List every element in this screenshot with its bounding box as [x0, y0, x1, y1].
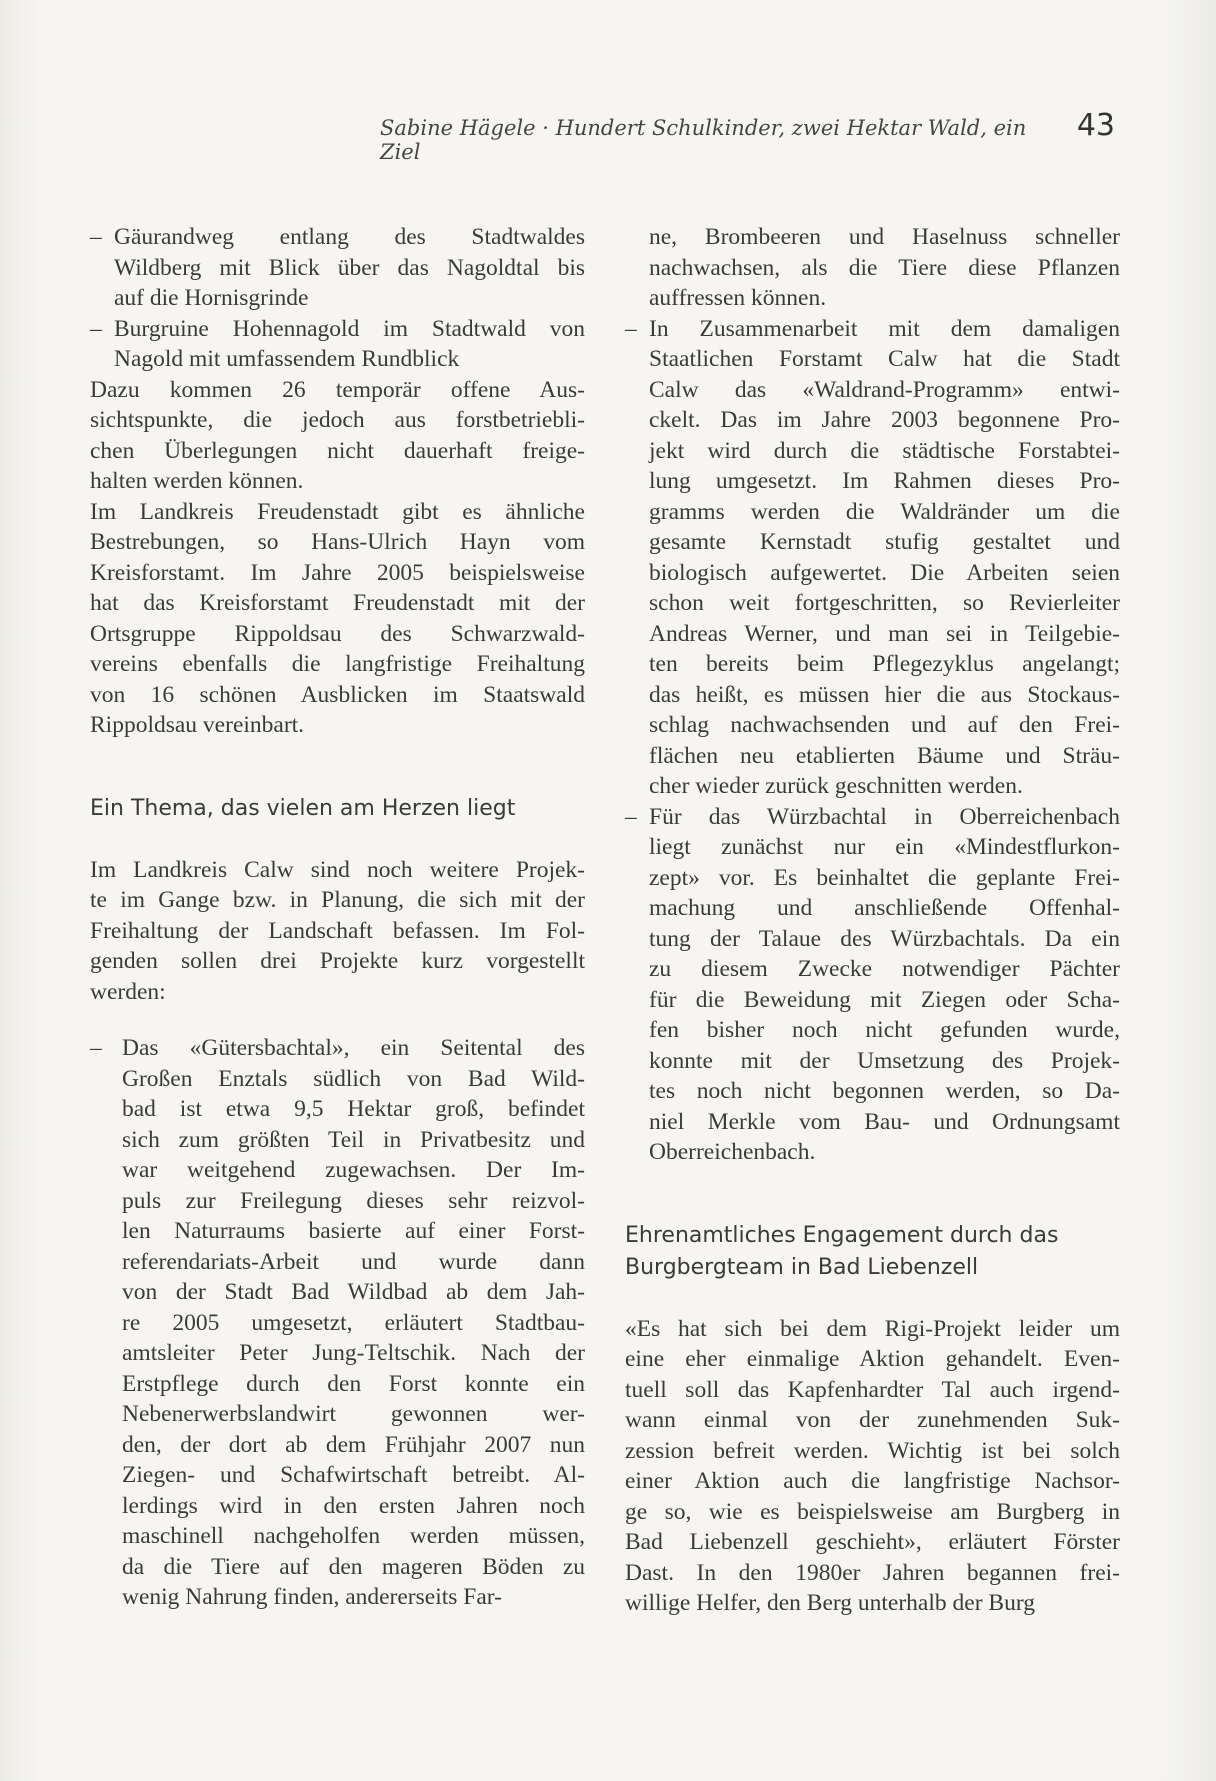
text-line: puls zur Freilegung dieses sehr reizvol- — [122, 1187, 585, 1214]
text-line: tes noch nicht begonnen werden, so Da- — [649, 1078, 1120, 1104]
text-line: halten werden können. — [90, 468, 304, 494]
text-line: sich zum größten Teil in Privatbesitz und — [122, 1126, 585, 1153]
text-line: flächen neu etablierten Bäume und Sträu- — [649, 742, 1120, 769]
text-line: von 16 schönen Ausblicken im Staatswald — [90, 681, 585, 708]
text-line: Im Landkreis Freudenstadt gibt es ähnliche — [90, 498, 585, 525]
text-line: ne, Brombeeren und Haselnuss schneller — [649, 224, 1120, 250]
text-line: vereins ebenfalls die langfristige Freihaltung — [90, 651, 585, 677]
text-line: zept» vor. Es beinhaltet die geplante Frei- — [649, 864, 1120, 891]
list-item — [90, 314, 585, 375]
text-line: tung der Talaue des Würzbachtals. Da ein — [649, 925, 1120, 952]
paragraph — [90, 855, 585, 1008]
text-line: Ziegen- und Schafwirtschaft betreibt. Al- — [122, 1462, 585, 1488]
text-line: te im Gange bzw. in Planung, die sich mit der — [90, 887, 585, 913]
text-line: Großen Enztals südlich von Bad Wild- — [122, 1065, 585, 1092]
text-line: maschinell nachgeholfen werden müssen, — [122, 1523, 585, 1549]
text-line: Ortsgruppe Rippoldsau des Schwarzwald- — [90, 620, 585, 647]
right-column — [625, 222, 1120, 1619]
text-line: Oberreichenbach. — [649, 1139, 816, 1165]
text-line: von der Stadt Bad Wildbad ab dem Jah- — [122, 1279, 585, 1305]
text-line: wann einmal von der zunehmenden Suk- — [625, 1407, 1120, 1433]
text-line: werden: — [90, 978, 166, 1005]
list-item — [625, 802, 1120, 1168]
list-item — [90, 222, 585, 314]
list-item-text — [114, 314, 585, 375]
text-line: willige Helfer, den Berg unterhalb der Burg — [625, 1590, 1035, 1616]
text-line: wenig Nahrung finden, andererseits Far- — [122, 1584, 502, 1610]
text-line: das heißt, es müssen hier die aus Stockaus- — [649, 681, 1120, 708]
text-line: Burgbergteam in Bad Liebenzell — [625, 1254, 979, 1280]
list-item-continuation — [625, 222, 1120, 314]
text-line: Erstpflege durch den Forst konnte ein — [122, 1370, 585, 1397]
text-line: Calw das «Waldrand-Programm» entwi- — [649, 376, 1120, 403]
text-line: len Naturraums basierte auf einer Forst- — [122, 1218, 585, 1244]
text-line: gesamte Kernstadt stufig gestaltet und — [649, 529, 1120, 555]
page-number: 43 — [1076, 108, 1115, 143]
text-line: liegt zunächst nur ein «Mindestflurkon- — [649, 834, 1120, 860]
text-line: nachwachsen, als die Tiere diese Pflanzen — [649, 254, 1120, 281]
text-line: hat das Kreisforstamt Freudenstadt mit der — [90, 590, 585, 616]
dash-marker: – — [90, 315, 102, 342]
text-line: cher wieder zurück geschnitten werden. — [649, 773, 1023, 799]
text-line: lung umgesetzt. Im Rahmen dieses Pro- — [649, 468, 1120, 494]
text-line: referendariats-Arbeit und wurde dann — [122, 1248, 585, 1275]
left-column — [90, 222, 585, 1613]
paragraph — [625, 1314, 1120, 1619]
text-line: Für das Würzbachtal in Oberreichenbach — [649, 803, 1120, 830]
text-line: bad ist etwa 9,5 Hektar groß, befindet — [122, 1096, 585, 1122]
text-line: Rippoldsau vereinbart. — [90, 712, 305, 738]
list-item — [625, 314, 1120, 802]
dash-marker: – — [625, 803, 637, 830]
running-header — [380, 108, 1115, 164]
list-item-text — [649, 802, 1120, 1168]
list-item-text — [649, 222, 1120, 314]
text-line: chen Überlegungen nicht dauerhaft freige- — [90, 437, 585, 464]
text-line: war weitgehend zugewachsen. Der Im- — [122, 1157, 585, 1183]
text-line: zu diesem Zwecke notwendiger Pächter — [649, 956, 1120, 982]
text-line: Wildberg mit Blick über das Nagoldtal bis — [114, 254, 585, 281]
list-item — [90, 1033, 585, 1613]
text-line: Dazu kommen 26 temporär offene Aus- — [90, 376, 585, 403]
text-line: Burgruine Hohennagold im Stadtwald von — [114, 315, 585, 342]
text-line: auf die Hornisgrinde — [114, 285, 309, 311]
section-heading: Ein Thema, das vielen am Herzen liegt — [90, 795, 516, 821]
text-line: eine eher einmalige Aktion gehandelt. Even- — [625, 1346, 1120, 1372]
paragraph — [90, 497, 585, 741]
text-line: Staatlichen Forstamt Calw hat die Stadt — [649, 346, 1120, 372]
text-line: fen bisher noch nicht gefunden wurde, — [649, 1017, 1120, 1043]
text-line: sichtspunkte, die jedoch aus forstbetriebli- — [90, 407, 585, 433]
text-line: genden sollen drei Projekte kurz vorgestellt — [90, 948, 585, 974]
text-line: Gäurandweg entlang des Stadtwaldes — [114, 224, 585, 250]
text-line: Bestrebungen, so Hans-Ulrich Hayn vom — [90, 529, 585, 555]
text-line: tuell soll das Kapfenhardter Tal auch irgend- — [625, 1376, 1120, 1403]
paragraph — [90, 375, 585, 497]
text-line: biologisch aufgewertet. Die Arbeiten seien — [649, 559, 1120, 586]
text-line: schlag nachwachsenden und auf den Frei- — [649, 712, 1120, 738]
text-line: Nagold mit umfassendem Rundblick — [114, 346, 460, 372]
text-line: amtsleiter Peter Jung-Teltschik. Nach der — [122, 1340, 585, 1366]
text-line: Kreisforstamt. Im Jahre 2005 beispielsweise — [90, 559, 585, 586]
text-line: gramms werden die Waldränder um die — [649, 498, 1120, 525]
text-line: für die Beweidung mit Ziegen oder Scha- — [649, 986, 1120, 1013]
text-line: ckelt. Das im Jahre 2003 begonnene Pro- — [649, 407, 1120, 433]
text-line: konnte mit der Umsetzung des Projek- — [649, 1047, 1120, 1074]
text-line: auffressen können. — [649, 285, 827, 311]
text-line: ge so, wie es beispielsweise am Burgberg in — [625, 1498, 1120, 1525]
text-line: den, der dort ab dem Frühjahr 2007 nun — [122, 1431, 585, 1458]
section-heading — [625, 1220, 1120, 1284]
text-line: In Zusammenarbeit mit dem damaligen — [649, 315, 1120, 342]
text-line: Dast. In den 1980er Jahren begannen frei- — [625, 1559, 1120, 1586]
text-line: Andreas Werner, und man sei in Teilgebie- — [649, 620, 1120, 647]
text-line: ten bereits beim Pflegezyklus angelangt; — [649, 651, 1120, 677]
text-line: re 2005 umgesetzt, erläutert Stadtbau- — [122, 1309, 585, 1336]
text-line: einer Aktion auch die langfristige Nachsor- — [625, 1468, 1120, 1494]
text-line: schon weit fortgeschritten, so Revierleiter — [649, 590, 1120, 616]
text-line: Nebenerwerbslandwirt gewonnen wer- — [122, 1401, 585, 1427]
text-line: Freihaltung der Landschaft befassen. Im Fol- — [90, 917, 585, 944]
text-line: Das «Gütersbachtal», ein Seitental des — [122, 1035, 585, 1061]
text-line: lerdings wird in den ersten Jahren noch — [122, 1492, 585, 1519]
running-title: Sabine Hägele · Hundert Schulkinder, zwei Hektar Wald, ein Ziel — [380, 116, 1027, 164]
text-line: Ehrenamtliches Engagement durch das — [625, 1222, 1059, 1248]
text-line: machung und anschließende Offenhal- — [649, 895, 1120, 921]
text-line: jekt wird durch die städtische Forstabtei- — [649, 437, 1120, 464]
list-item-text — [122, 1033, 585, 1613]
text-line: da die Tiere auf den mageren Böden zu — [122, 1553, 585, 1580]
dash-marker: – — [90, 1035, 102, 1061]
list-item-text — [114, 222, 585, 314]
text-line: zession befreit werden. Wichtig ist bei solch — [625, 1437, 1120, 1464]
text-line: «Es hat sich bei dem Rigi-Projekt leider um — [625, 1315, 1120, 1342]
list-item-text — [649, 314, 1120, 802]
text-line: Bad Liebenzell geschieht», erläutert Förster — [625, 1529, 1120, 1555]
text-line: niel Merkle vom Bau- und Ordnungsamt — [649, 1108, 1120, 1135]
text-line: Im Landkreis Calw sind noch weitere Projek- — [90, 856, 585, 883]
dash-marker: – — [625, 315, 637, 342]
dash-marker: – — [90, 224, 102, 250]
